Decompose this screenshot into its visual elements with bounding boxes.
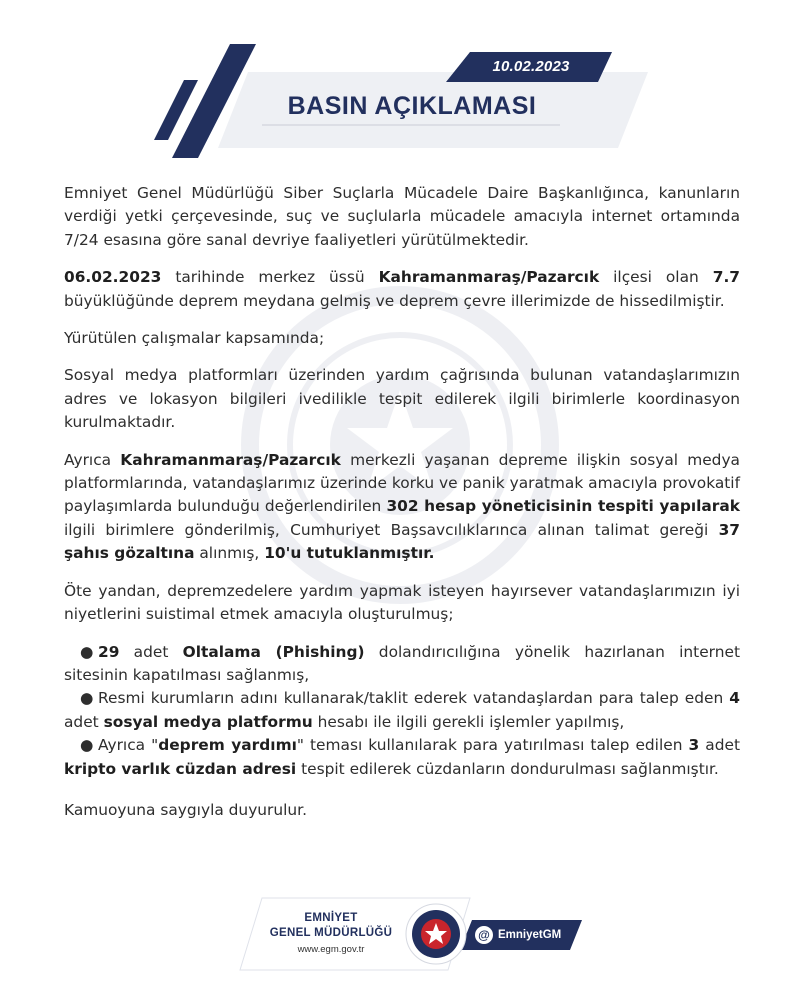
release-body bbox=[64, 182, 740, 836]
text-span: alınmış, bbox=[194, 544, 265, 563]
text-span: ilgili birimlere gönderilmiş, Cumhuriyet Başsavcılıklarınca alınan talimat gereği bbox=[64, 520, 719, 539]
social-platform-label: sosyal medya platformu bbox=[103, 712, 313, 731]
text-span: büyüklüğünde deprem meydana gelmiş ve deprem çevre illerimizde de hissedilmiştir. bbox=[64, 291, 725, 310]
bullet-icon: ● bbox=[80, 642, 94, 661]
text-span: Resmi kurumların adını kullanarak/taklit ederek vatandaşlardan para talep eden bbox=[98, 689, 730, 708]
phishing-count: 29 bbox=[98, 642, 120, 661]
paragraph-earthquake bbox=[64, 266, 740, 313]
paragraph-intro: Emniyet Genel Müdürlüğü Siber Suçlarla Mücadele Daire Başkanlığınca, kanunların verdiği yetki çerçevesinde, suç ve suçlularla mücadele amacıyla internet ortamında 7/24 esasına göre sanal devriye faaliyetleri yürütülmektedir. bbox=[64, 184, 740, 249]
text-span: Ayrıca " bbox=[98, 736, 159, 755]
text-span: merkezli yaşanan depreme ilişkin sosyal medya platformlarında, vatandaşlarımız üzerinde korku ve panik yaratmak amacıyla provokatif paylaşımlarda bulunduğu değerlendirilen bbox=[64, 450, 740, 516]
bullet-item-crypto bbox=[64, 734, 740, 781]
text-span: dolandırıcılığına yönelik hazırlanan internet sitesinin kapatılması sağlanmış, bbox=[64, 642, 740, 684]
earthquake-date: 06.02.2023 bbox=[64, 268, 162, 287]
text-span: ilçesi olan bbox=[599, 268, 713, 287]
campaign-theme: deprem yardımı bbox=[158, 736, 297, 755]
bullet-item-social-media bbox=[64, 687, 740, 734]
wallet-count: 3 bbox=[688, 736, 700, 755]
release-date: 10.02.2023 bbox=[492, 58, 570, 75]
accounts-identified: 302 hesap yöneticisinin tespiti yapılarak bbox=[386, 497, 740, 516]
paragraph-fraud-intro: Öte yandan, depremzedelere yardım yapmak isteyen hayırsever vatandaşlarımızın iyi niyetlerini suistimal etmek amacıyla oluşturulmuş; bbox=[64, 581, 740, 624]
arrested-count: 10'u tutuklanmıştır. bbox=[264, 544, 435, 563]
crypto-wallet-label: kripto varlık cüzdan adresi bbox=[64, 759, 297, 778]
footer-org-line2: GENEL MÜDÜRLÜĞÜ bbox=[269, 927, 393, 939]
detained-count: 37 şahıs gözaltına bbox=[64, 520, 740, 563]
text-span: " teması kullanılarak para yatırılması talep edilen bbox=[296, 736, 689, 755]
social-handle-label: EmniyetGM bbox=[498, 929, 562, 941]
page-title: BASIN AÇIKLAMASI bbox=[287, 92, 537, 120]
epicenter-place: Kahramanmaraş/Pazarcık bbox=[120, 450, 341, 469]
text-span: adet bbox=[699, 736, 740, 755]
phishing-label: Oltalama (Phishing) bbox=[182, 642, 365, 661]
paragraph-closing: Kamuoyuna saygıyla duyurulur. bbox=[64, 800, 307, 819]
paragraph-scope: Yürütülen çalışmalar kapsamında; bbox=[64, 329, 325, 348]
text-span: tarihinde merkez üssü bbox=[161, 268, 379, 287]
text-span: tespit edilerek cüzdanların dondurulması sağlanmıştır. bbox=[296, 759, 719, 778]
text-span: hesabı ile ilgili gerekli işlemler yapılmış, bbox=[312, 712, 625, 731]
police-emblem-icon bbox=[406, 904, 466, 964]
footer-org-line1: EMNİYET bbox=[304, 912, 358, 924]
footer-website-link[interactable]: www.egm.gov.tr bbox=[297, 944, 365, 955]
text-span: adet bbox=[64, 712, 104, 731]
paragraph-coordination: Sosyal medya platformları üzerinden yardım çağrısında bulunan vatandaşlarımızın adres ve lokasyon bilgileri ivedilikle tespit edilerek ilgili birimlerle koordinasyon kurulmaktadır. bbox=[64, 366, 740, 432]
text-span: adet bbox=[119, 642, 183, 661]
bullet-item-phishing bbox=[64, 641, 740, 688]
text-span: Ayrıca bbox=[64, 450, 121, 469]
paragraph-arrests bbox=[64, 449, 740, 566]
bullet-icon: ● bbox=[80, 736, 94, 755]
social-account-count: 4 bbox=[729, 689, 740, 708]
epicenter-place: Kahramanmaraş/Pazarcık bbox=[378, 268, 600, 287]
at-sign-icon: @ bbox=[475, 926, 493, 944]
social-handle-link[interactable] bbox=[473, 922, 573, 948]
magnitude-value: 7.7 bbox=[712, 268, 740, 287]
bullet-icon: ● bbox=[80, 689, 94, 708]
